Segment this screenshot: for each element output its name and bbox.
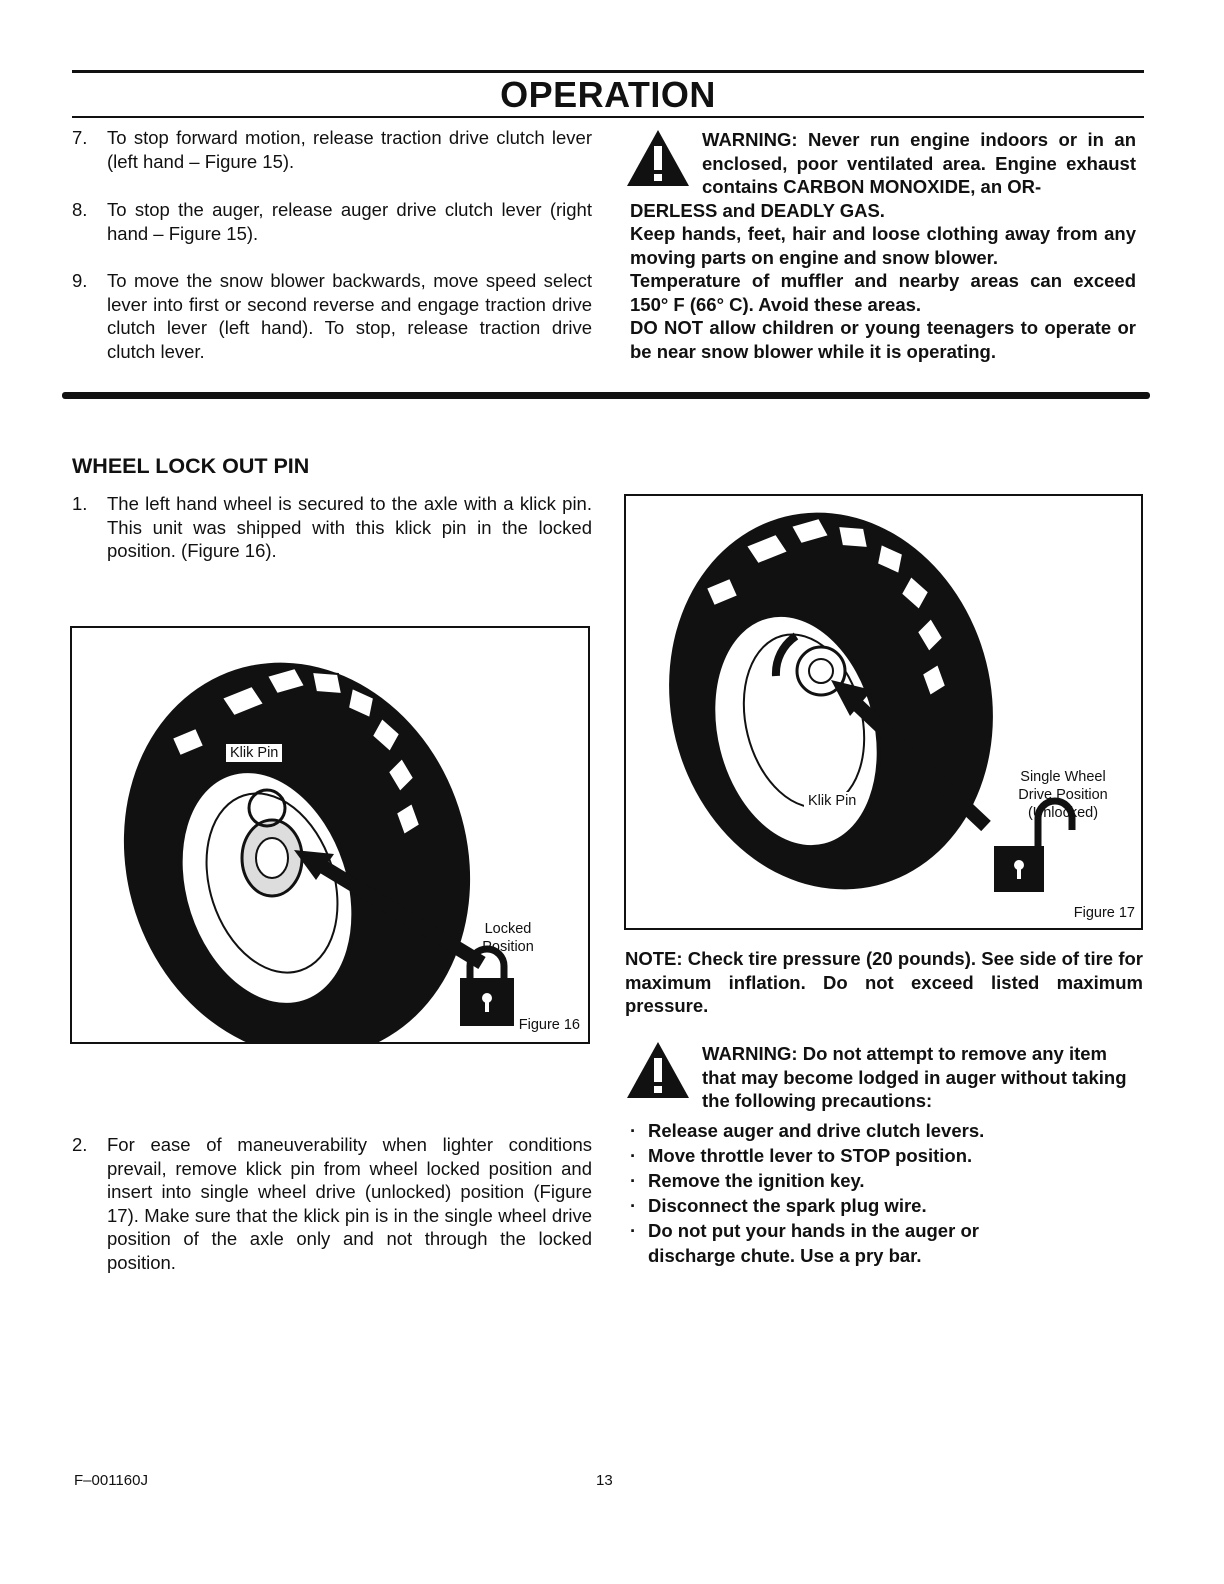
step-8	[72, 198, 592, 245]
step-2	[72, 1133, 592, 1274]
figure16-caption: Figure 16	[518, 1017, 580, 1033]
step-text: The left hand wheel is secured to the axle with a klick pin. This unit was shipped with this klick pin in the locked position. (Figure 16).	[107, 493, 592, 561]
precautions-list	[630, 1118, 1130, 1268]
warning-triangle-icon	[625, 1040, 691, 1100]
document-code: F–001160J	[74, 1472, 148, 1489]
step-7	[72, 126, 592, 173]
precaution-item: · Do not put your hands in the auger or discharge chute. Use a pry bar.	[630, 1218, 1028, 1268]
step-number: 7.	[72, 127, 88, 148]
figure17-pin-label: Klik Pin	[804, 792, 860, 810]
warning-top-lead-cont: DERLESS and DEADLY GAS.	[630, 199, 885, 221]
figure16-position-line: Locked	[484, 921, 532, 937]
step-text: To stop forward motion, release traction drive clutch lever (left hand – Figure 15).	[107, 127, 592, 172]
warning-top	[630, 128, 1136, 363]
step-1	[72, 492, 592, 563]
wheel-illustration-unlocked	[626, 496, 1141, 928]
section-divider	[62, 392, 1150, 399]
warning-top-line: Keep hands, feet, hair and loose clothing away from any moving parts on engine and snow blower.	[630, 223, 1136, 268]
figure-17	[624, 494, 1143, 930]
precaution-item: · Remove the ignition key.	[630, 1168, 1130, 1193]
figure17-position-label	[1010, 768, 1116, 822]
warning-top-line: DO NOT allow children or young teenagers to operate or be near snow blower while it is operating.	[630, 317, 1136, 362]
header-bottom-rule	[72, 116, 1144, 118]
precaution-item: · Move throttle lever to STOP position.	[630, 1143, 1130, 1168]
step-number: 9.	[72, 270, 88, 291]
figure-16	[70, 626, 590, 1044]
step-9	[72, 269, 592, 363]
step-text: For ease of maneuverability when lighter conditions prevail, remove klick pin from wheel locked position and insert into single wheel drive (unlocked) position (Figure 17). Make sure that the klick pin is in the single wheel drive position of the axle only and not through the locked position.	[107, 1134, 592, 1273]
tire-pressure-note: NOTE: Check tire pressure (20 pounds). See side of tire for maximum inflation. Do not exceed listed maximum pressure.	[625, 948, 1143, 1016]
figure17-caption: Figure 17	[1073, 905, 1135, 921]
wheel-illustration-locked	[72, 628, 588, 1042]
step-text: To move the snow blower backwards, move speed select lever into first or second reverse and engage traction drive clutch lever (left hand). To stop, release traction drive clutch lever.	[107, 270, 592, 362]
warning-bottom-lead: WARNING: Do not attempt to remove any item that may become lodged in auger without taking the following precautions:	[702, 1043, 1127, 1111]
section-title: WHEEL LOCK OUT PIN	[72, 454, 310, 478]
precaution-item: · Disconnect the spark plug wire.	[630, 1193, 1130, 1218]
figure17-position-line: Drive Position	[1018, 787, 1108, 803]
figure16-pin-label: Klik Pin	[226, 744, 282, 762]
figure16-position-line: Position	[482, 939, 534, 955]
step-number: 8.	[72, 199, 88, 220]
figure17-position-line: Single Wheel	[1020, 769, 1106, 785]
page-title: OPERATION	[500, 74, 716, 115]
warning-top-line: Temperature of muffler and nearby areas can exceed 150° F (66° C). Avoid these areas.	[630, 270, 1136, 315]
figure16-position-label	[468, 920, 548, 956]
header-top-rule	[72, 70, 1144, 73]
warning-top-lead: WARNING: Never run engine indoors or in an enclosed, poor ventilated area. Engine exhaust contains CARBON MONOXIDE, an OR-	[702, 129, 1136, 197]
step-text: To stop the auger, release auger drive clutch lever (right hand – Figure 15).	[107, 199, 592, 244]
step-number: 1.	[72, 493, 88, 514]
precaution-item: · Release auger and drive clutch levers.	[630, 1118, 1130, 1143]
step-number: 2.	[72, 1134, 88, 1155]
page-number: 13	[596, 1472, 613, 1489]
figure17-position-line: (Unlocked)	[1027, 805, 1099, 821]
